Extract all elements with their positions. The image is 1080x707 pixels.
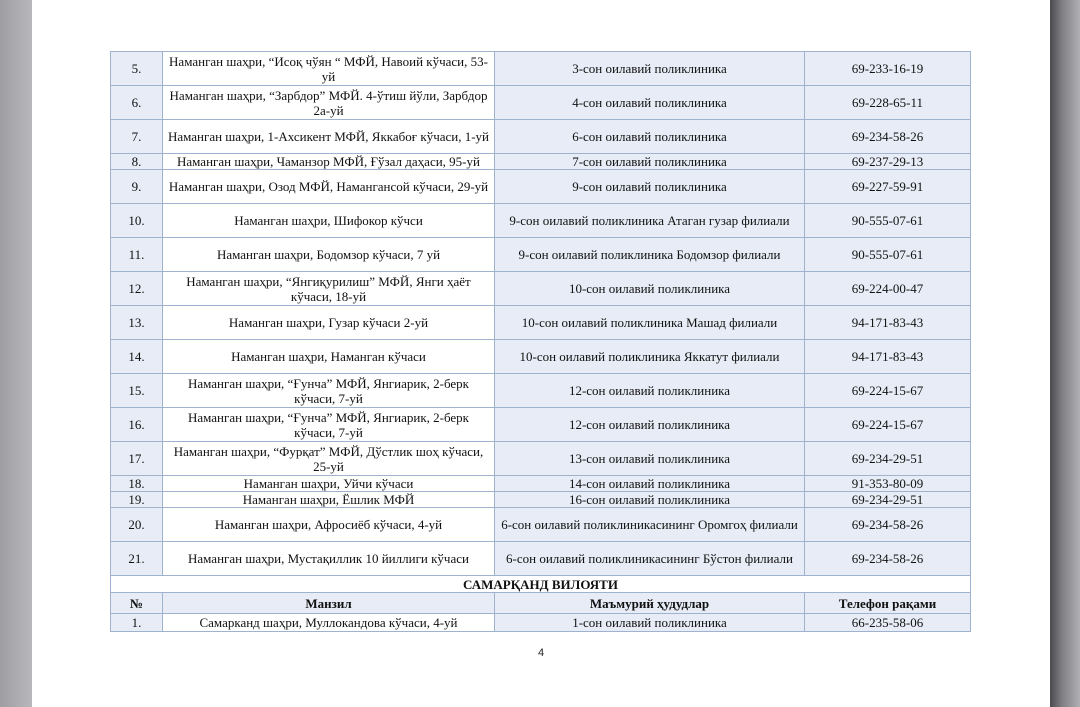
table-row	[111, 204, 971, 238]
address-cell: Наманган шаҳри, 1-Ахсикент МФЙ, Яккабоғ кўчаси, 1-уй	[163, 120, 495, 154]
row-number: 13.	[111, 306, 163, 340]
phone-cell: 69-234-29-51	[805, 492, 971, 508]
phone-cell: 69-234-29-51	[805, 442, 971, 476]
clinic-cell: 6-сон оилавий поликлиника	[495, 120, 805, 154]
table-row	[111, 170, 971, 204]
row-number: 8.	[111, 154, 163, 170]
clinic-cell: 9-сон оилавий поликлиника	[495, 170, 805, 204]
phone-cell: 69-237-29-13	[805, 154, 971, 170]
address-cell: Наманган шаҳри, “Ғунча” МФЙ, Янгиарик, 2-берк кўчаси, 7-уй	[163, 374, 495, 408]
clinic-cell: 6-сон оилавий поликлиникасининг Бўстон филиали	[495, 542, 805, 576]
column-header-address: Манзил	[163, 593, 495, 614]
row-number: 1.	[111, 614, 163, 632]
address-cell: Наманган шаҳри, Афросиёб кўчаси, 4-уй	[163, 508, 495, 542]
row-number: 9.	[111, 170, 163, 204]
phone-cell: 69-234-58-26	[805, 508, 971, 542]
column-header-number: №	[111, 593, 163, 614]
row-number: 5.	[111, 52, 163, 86]
clinic-cell: 9-сон оилавий поликлиника Бодомзор филиали	[495, 238, 805, 272]
row-number: 11.	[111, 238, 163, 272]
table-row	[111, 476, 971, 492]
table-row	[111, 272, 971, 306]
clinic-cell: 12-сон оилавий поликлиника	[495, 408, 805, 442]
address-cell: Наманган шаҳри, “Ғунча” МФЙ, Янгиарик, 2-берк кўчаси, 7-уй	[163, 408, 495, 442]
address-cell: Наманган шаҳри, Наманган кўчаси	[163, 340, 495, 374]
clinic-cell: 12-сон оилавий поликлиника	[495, 374, 805, 408]
table-row	[111, 86, 971, 120]
table-row	[111, 374, 971, 408]
page-number: 4	[537, 647, 545, 659]
row-number: 19.	[111, 492, 163, 508]
clinic-cell: 10-сон оилавий поликлиника Машад филиали	[495, 306, 805, 340]
row-number: 16.	[111, 408, 163, 442]
clinic-cell: 10-сон оилавий поликлиника	[495, 272, 805, 306]
phone-cell: 69-228-65-11	[805, 86, 971, 120]
table-row	[111, 52, 971, 86]
clinic-cell: 10-сон оилавий поликлиника Яккатут филиали	[495, 340, 805, 374]
address-cell: Наманган шаҳри, Шифокор кўчси	[163, 204, 495, 238]
table-row	[111, 154, 971, 170]
clinic-cell: 7-сон оилавий поликлиника	[495, 154, 805, 170]
phone-cell: 90-555-07-61	[805, 204, 971, 238]
phone-cell: 91-353-80-09	[805, 476, 971, 492]
address-cell: Наманган шаҳри, Озод МФЙ, Намангансой кўчаси, 29-уй	[163, 170, 495, 204]
table-row	[111, 340, 971, 374]
clinic-cell: 13-сон оилавий поликлиника	[495, 442, 805, 476]
phone-cell: 69-224-15-67	[805, 408, 971, 442]
table-row	[111, 542, 971, 576]
row-number: 20.	[111, 508, 163, 542]
section-row	[111, 576, 971, 593]
address-cell: Наманган шаҳри, “Зарбдор” МФЙ. 4-ўтиш йўли, Зарбдор 2а-уй	[163, 86, 495, 120]
clinic-cell: 6-сон оилавий поликлиникасининг Оромгоҳ филиали	[495, 508, 805, 542]
address-cell: Наманган шаҳри, Ёшлик МФЙ	[163, 492, 495, 508]
row-number: 7.	[111, 120, 163, 154]
table-row	[111, 614, 971, 632]
row-number: 18.	[111, 476, 163, 492]
clinic-cell: 1-сон оилавий поликлиника	[495, 614, 805, 632]
phone-cell: 69-234-58-26	[805, 120, 971, 154]
clinic-cell: 3-сон оилавий поликлиника	[495, 52, 805, 86]
phone-cell: 94-171-83-43	[805, 306, 971, 340]
phone-cell: 69-234-58-26	[805, 542, 971, 576]
header-row	[111, 593, 971, 614]
right-background	[1050, 0, 1080, 707]
phone-cell: 94-171-83-43	[805, 340, 971, 374]
row-number: 17.	[111, 442, 163, 476]
address-cell: Наманган шаҳри, “Янгиқурилиш” МФЙ, Янги ҳаёт кўчаси, 18-уй	[163, 272, 495, 306]
column-header-clinic: Маъмурий ҳудудлар	[495, 593, 805, 614]
table-row	[111, 306, 971, 340]
table-row	[111, 508, 971, 542]
column-header-phone: Телефон рақами	[805, 593, 971, 614]
table-row	[111, 408, 971, 442]
clinic-table	[110, 51, 971, 632]
phone-cell: 69-233-16-19	[805, 52, 971, 86]
clinic-cell: 4-сон оилавий поликлиника	[495, 86, 805, 120]
clinic-cell: 16-сон оилавий поликлиника	[495, 492, 805, 508]
row-number: 14.	[111, 340, 163, 374]
address-cell: Наманган шаҳри, “Фурқат” МФЙ, Дўстлик шоҳ кўчаси, 25-уй	[163, 442, 495, 476]
row-number: 21.	[111, 542, 163, 576]
clinic-cell: 14-сон оилавий поликлиника	[495, 476, 805, 492]
phone-cell: 69-224-00-47	[805, 272, 971, 306]
row-number: 15.	[111, 374, 163, 408]
row-number: 12.	[111, 272, 163, 306]
address-cell: Наманган шаҳри, Бодомзор кўчаси, 7 уй	[163, 238, 495, 272]
document-page	[32, 0, 1050, 707]
address-cell: Самарканд шаҳри, Муллокандова кўчаси, 4-уй	[163, 614, 495, 632]
row-number: 6.	[111, 86, 163, 120]
table-row	[111, 442, 971, 476]
clinic-cell: 9-сон оилавий поликлиника Атаган гузар филиали	[495, 204, 805, 238]
table-row	[111, 238, 971, 272]
left-background	[0, 0, 32, 707]
phone-cell: 69-224-15-67	[805, 374, 971, 408]
address-cell: Наманган шаҳри, Уйчи кўчаси	[163, 476, 495, 492]
row-number: 10.	[111, 204, 163, 238]
phone-cell: 90-555-07-61	[805, 238, 971, 272]
region-title: САМАРҚАНД ВИЛОЯТИ	[111, 576, 971, 593]
phone-cell: 69-227-59-91	[805, 170, 971, 204]
address-cell: Наманган шаҳри, Чаманзор МФЙ, Ғўзал даҳаси, 95-уй	[163, 154, 495, 170]
phone-cell: 66-235-58-06	[805, 614, 971, 632]
address-cell: Наманган шаҳри, Гузар кўчаси 2-уй	[163, 306, 495, 340]
address-cell: Наманган шаҳри, Мустақиллик 10 йиллиги кўчаси	[163, 542, 495, 576]
address-cell: Наманган шаҳри, “Исоқ чўян “ МФЙ, Навоий кўчаси, 53-уй	[163, 52, 495, 86]
table-row	[111, 492, 971, 508]
table-row	[111, 120, 971, 154]
